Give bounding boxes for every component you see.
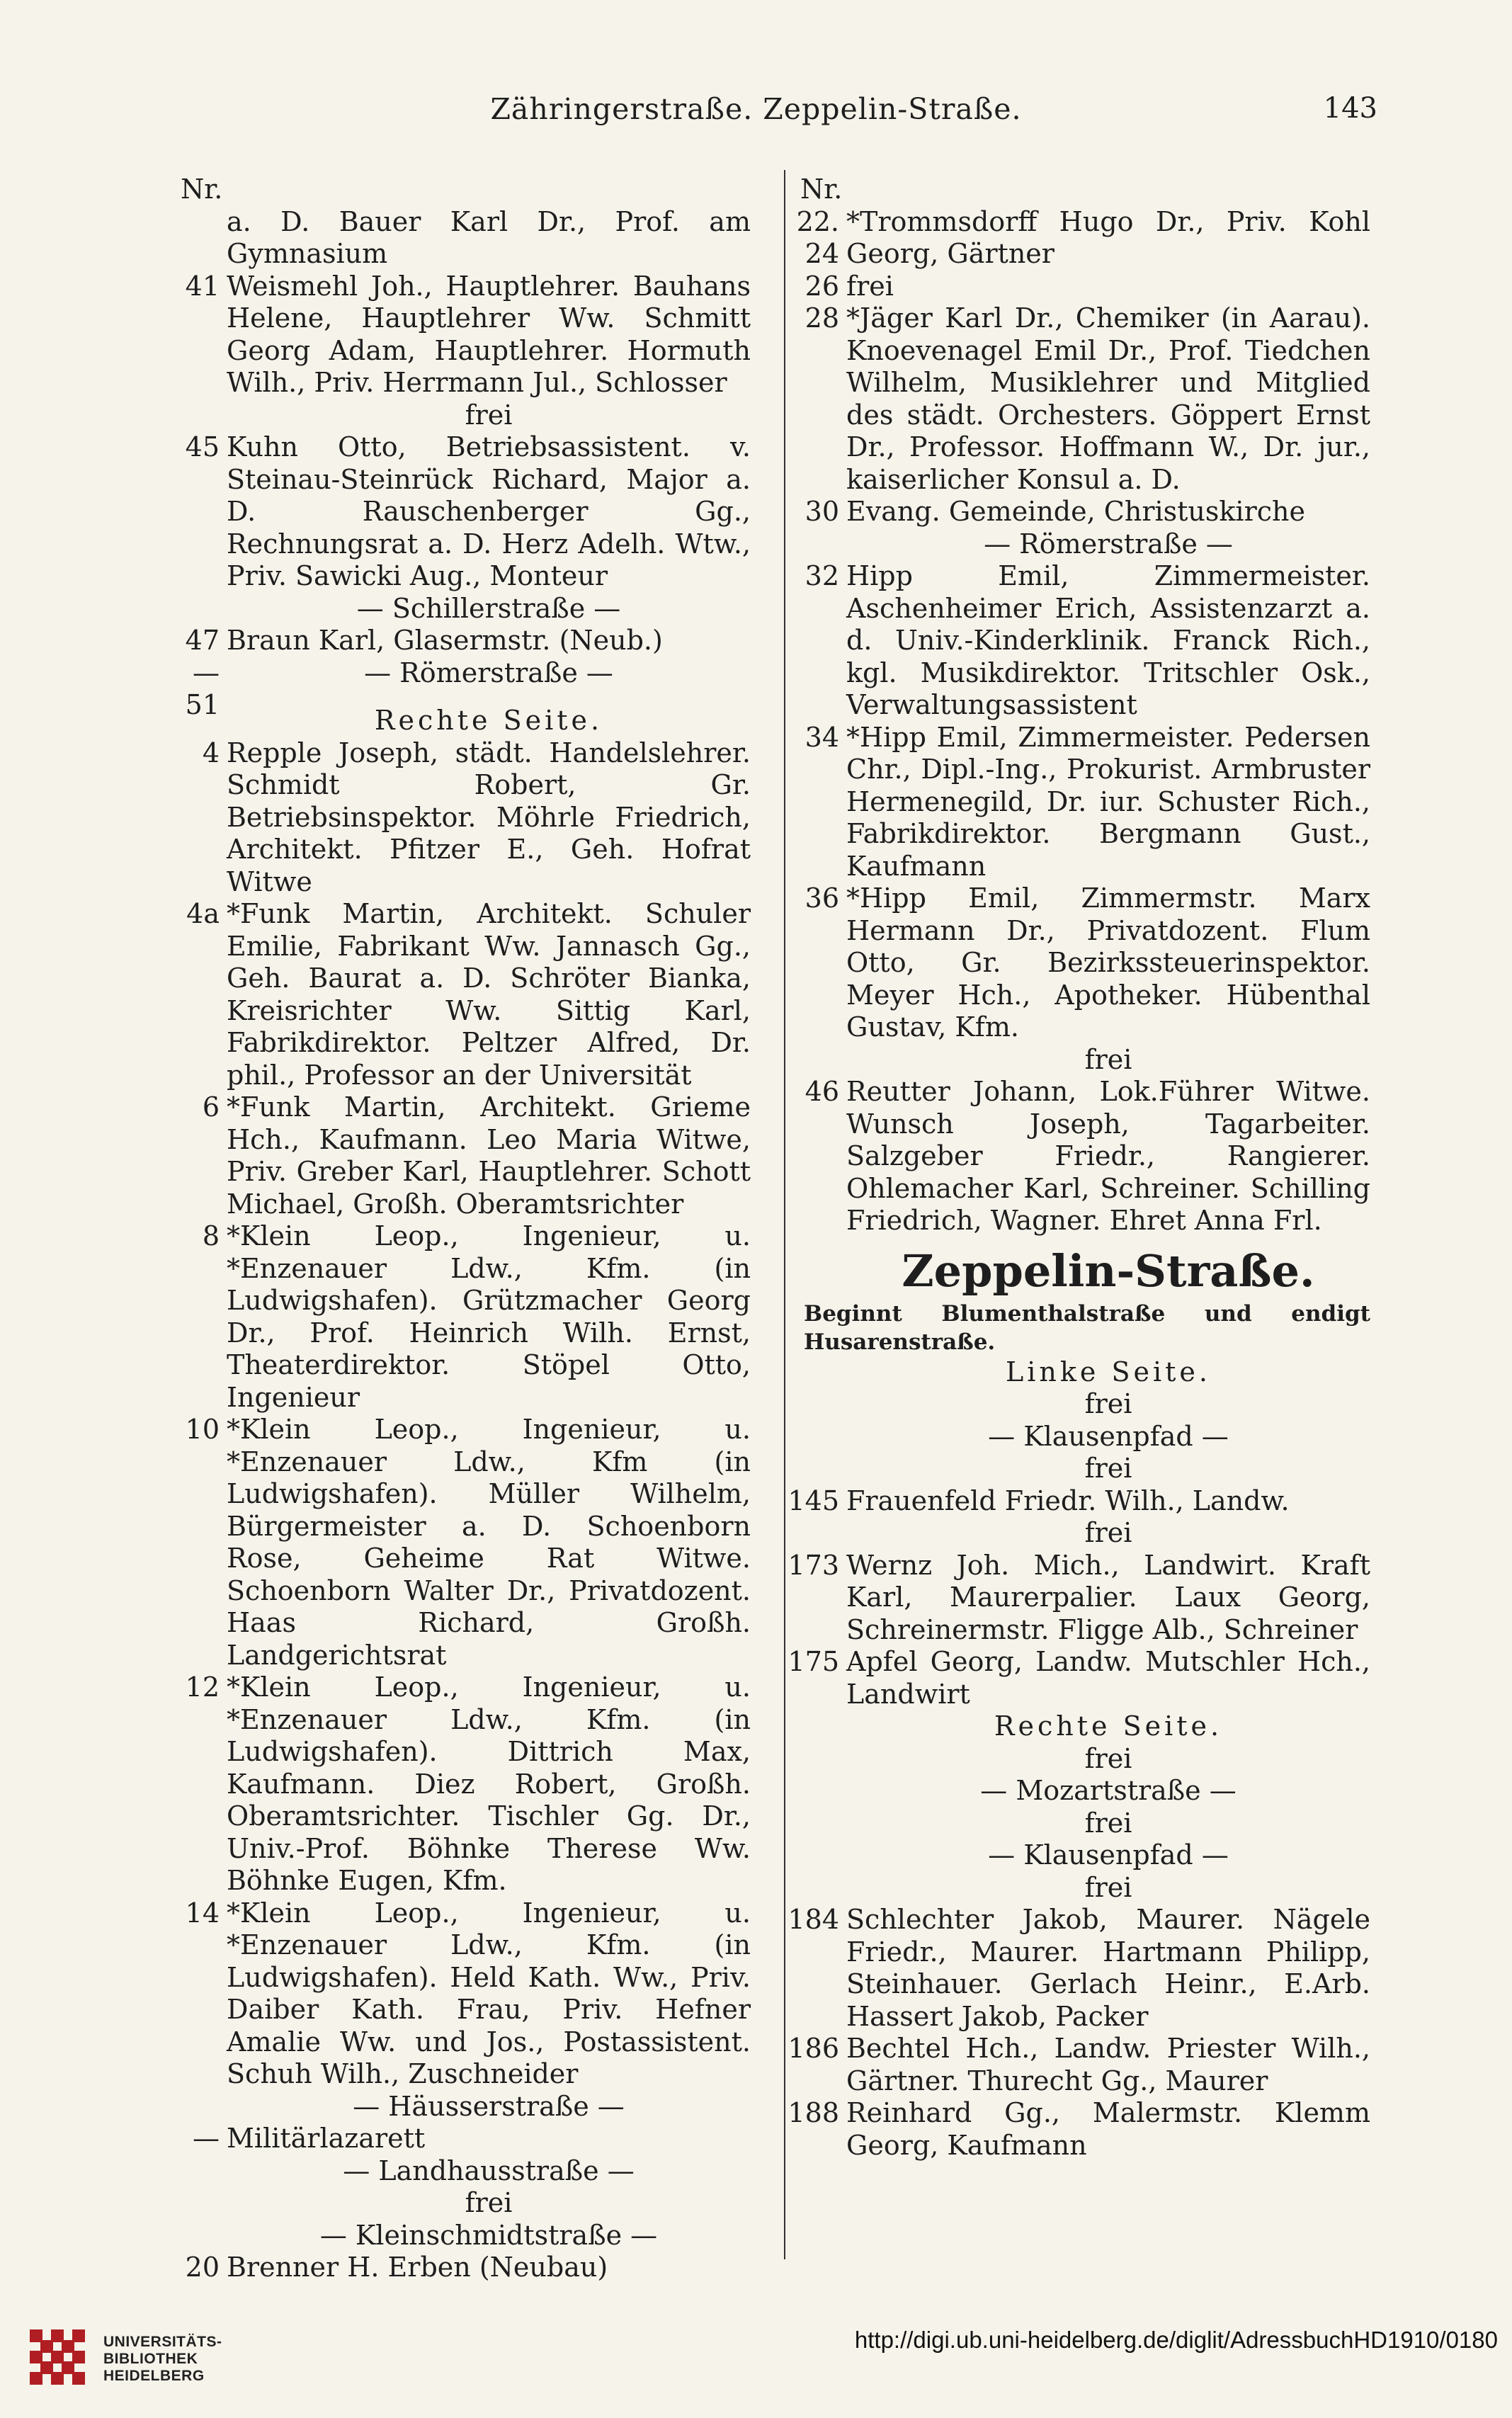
- house-number: 4: [202, 737, 220, 768]
- residents-text: *Klein Leop., Ingenieur, u. *Enzenauer Ldw., Kfm (in Ludwigshafen). Müller Wilhelm, Bürgermeister a. D. Schoenborn Rose, Geheime Rat Witwe. Schoenborn Walter Dr., Privatdozent. Haas Richard, Großh. Landgerichtsrat: [227, 1414, 751, 1671]
- address-entry: [163, 431, 751, 593]
- right-column: [783, 174, 1370, 2162]
- house-number: 184: [788, 1904, 839, 1935]
- house-number: 4a: [186, 898, 220, 929]
- cross-street-or-vacant: — Mozartstraße —: [980, 1775, 1237, 1806]
- residents-text: Hipp Emil, Zimmermeister. Aschenheimer Erich, Assistenzarzt a. d. Univ.-Kinderklinik. Franck Rich., kgl. Musikdirektor. Tritschler Osk., Verwaltungsassistent: [846, 560, 1370, 720]
- address-entry: [783, 302, 1370, 496]
- section-heading: Rechte Seite.: [374, 705, 603, 736]
- residents-text: *Klein Leop., Ingenieur, u. *Enzenauer Ldw., Kfm. (in Ludwigshafen). Grützmacher Georg Dr., Prof. Heinrich Wilh. Ernst, Theaterdirektor. Stöpel Otto, Ingenieur: [227, 1220, 751, 1413]
- residents-text: a. D. Bauer Karl Dr., Prof. am Gymnasium: [227, 205, 751, 269]
- residents-text: Militärlazarett: [227, 2123, 426, 2154]
- address-entry: [163, 1671, 751, 1897]
- address-entry: [783, 722, 1370, 883]
- house-number: 47—51: [185, 625, 220, 720]
- house-number: 173: [788, 1549, 839, 1581]
- residents-text: *Funk Martin, Architekt. Schuler Emilie, Fabrikant Ww. Jannasch Gg., Geh. Baurat a. D. Schröter Bianka, Kreisrichter Ww. Sittig Karl, Fabrikdirektor. Peltzer Alfred, Dr. phil., Professor an der Universität: [227, 898, 751, 1091]
- house-number: 45: [185, 431, 220, 462]
- library-name-line: HEIDELBERG: [103, 2368, 205, 2384]
- address-entry: [783, 1646, 1370, 1710]
- cross-street-or-vacant: frei: [465, 2187, 513, 2218]
- cross-street-or-vacant: — Landhausstraße —: [343, 2155, 635, 2186]
- address-entry: [163, 1414, 751, 1671]
- residents-text: frei: [846, 270, 894, 302]
- cross-street-or-vacant: frei: [1084, 1871, 1132, 1903]
- house-number: 188: [788, 2097, 839, 2128]
- residents-text: Reinhard Gg., Malermstr. Klemm Georg, Kaufmann: [846, 2097, 1370, 2161]
- residents-text: *Jäger Karl Dr., Chemiker (in Aarau). Knoevenagel Emil Dr., Prof. Tiedchen Wilhelm, Musiklehrer und Mitglied des städt. Orchesters. Göppert Ernst Dr., Professor. Hoffmann W., Dr. jur., kaiserlicher Konsul a. D.: [846, 302, 1370, 495]
- right-column-entries: [783, 206, 1370, 2162]
- address-entry: [163, 2123, 751, 2155]
- cross-street-or-vacant: — Klausenpfad —: [988, 1839, 1229, 1871]
- section-heading: Rechte Seite.: [994, 1710, 1223, 1742]
- address-entry: [783, 2033, 1370, 2097]
- cross-street-or-vacant: frei: [465, 399, 513, 431]
- cross-street-or-vacant: frei: [1084, 1517, 1132, 1548]
- street-description: Beginnt Blumenthalstraße und endigt Husarenstraße.: [804, 1300, 1370, 1355]
- address-entry: [163, 737, 751, 899]
- house-number: 30: [805, 496, 839, 527]
- section-heading: Linke Seite.: [1006, 1356, 1211, 1387]
- house-number: 46: [805, 1076, 839, 1107]
- source-url[interactable]: http://digi.ub.uni-heidelberg.de/diglit/AdressbuchHD1910/0180: [854, 2327, 1498, 2353]
- address-entry: [783, 1485, 1370, 1518]
- house-number: 20: [185, 2252, 220, 2283]
- address-entry: [163, 271, 751, 399]
- house-number: 6: [202, 1091, 220, 1123]
- page-title: Zähringerstraße. Zeppelin-Straße.: [490, 92, 1022, 126]
- house-number: 186: [788, 2033, 839, 2064]
- house-number: 175: [788, 1646, 839, 1677]
- cross-street-or-vacant: frei: [1084, 1043, 1132, 1075]
- street-title: Zeppelin-Straße.: [902, 1244, 1315, 1297]
- residents-text: *Funk Martin, Architekt. Grieme Hch., Kaufmann. Leo Maria Witwe, Priv. Greber Karl, Hauptlehrer. Schott Michael, Großh. Oberamtsrichter: [227, 1091, 751, 1220]
- residents-text: *Trommsdorff Hugo Dr., Priv. Kohl Georg, Gärtner: [846, 205, 1370, 269]
- residents-text: Apfel Georg, Landw. Mutschler Hch., Landwirt: [846, 1646, 1370, 1710]
- residents-text: *Klein Leop., Ingenieur, u. *Enzenauer Ldw., Kfm. (in Ludwigshafen). Held Kath. Ww., Priv. Daiber Kath. Frau, Priv. Hefner Amalie Ww. und Jos., Postassistent. Schuh Wilh., Zuschneider: [227, 1897, 751, 2089]
- address-entry: [783, 206, 1370, 271]
- left-column: [163, 174, 751, 2284]
- page-header: [0, 92, 1512, 135]
- address-entry: [163, 898, 751, 1091]
- page-number: 143: [1323, 92, 1377, 125]
- residents-text: *Klein Leop., Ingenieur, u. *Enzenauer Ldw., Kfm. (in Ludwigshafen). Dittrich Max, Kaufmann. Diez Robert, Großh. Oberamtsrichter. Tischler Gg. Dr., Univ.-Prof. Böhnke Therese Ww. Böhnke Eugen, Kfm.: [227, 1671, 751, 1896]
- library-name: [103, 2334, 222, 2385]
- residents-text: *Hipp Emil, Zimmermstr. Marx Hermann Dr., Privatdozent. Flum Otto, Gr. Bezirkssteuerinspektor. Meyer Hch., Apotheker. Hübenthal Gustav, Kfm.: [846, 882, 1370, 1043]
- residents-text: Reutter Johann, Lok.Führer Witwe. Wunsch Joseph, Tagarbeiter. Salzgeber Friedr., Rangierer. Ohlemacher Karl, Schreiner. Schilling Friedrich, Wagner. Ehret Anna Frl.: [846, 1076, 1370, 1236]
- address-entry: [783, 2097, 1370, 2162]
- house-number: 34: [805, 721, 839, 753]
- cross-street-or-vacant: frei: [1084, 1388, 1132, 1419]
- residents-text: *Hipp Emil, Zimmermeister. Pedersen Chr., Dipl.-Ing., Prokurist. Armbruster Hermenegild, Dr. iur. Schuster Rich., Fabrikdirektor. Bergmann Gust., Kaufmann: [846, 721, 1370, 882]
- cross-street-or-vacant: frei: [1084, 1807, 1132, 1839]
- house-number: 28: [805, 302, 839, 334]
- address-entry: [783, 496, 1370, 528]
- address-entry: [783, 560, 1370, 722]
- house-number: 12: [185, 1671, 220, 1703]
- cross-street-or-vacant: frei: [1084, 1742, 1132, 1774]
- address-entry: [783, 1904, 1370, 2033]
- house-number: 22. 24: [796, 205, 839, 269]
- cross-street-or-vacant: — Häusserstraße —: [353, 2090, 625, 2122]
- residents-text: Braun Karl, Glasermstr. (Neub.): [227, 625, 663, 656]
- residents-text: Wernz Joh. Mich., Landwirt. Kraft Karl, Maurerpalier. Laux Georg, Schreinermstr. Fligge Alb., Schreiner: [846, 1549, 1370, 1645]
- house-number: 32: [805, 560, 839, 591]
- address-entry: [163, 1220, 751, 1414]
- residents-text: Weismehl Joh., Hauptlehrer. Bauhans Helene, Hauptlehrer Ww. Schmitt Georg Adam, Hauptlehrer. Hormuth Wilh., Priv. Herrmann Jul., Schlosser: [227, 270, 751, 398]
- address-entry: [783, 1076, 1370, 1237]
- residents-text: Schlechter Jakob, Maurer. Nägele Friedr., Maurer. Hartmann Philipp, Steinhauer. Gerlach Heinr., E.Arb. Hassert Jakob, Packer: [846, 1904, 1370, 2032]
- address-entry: [783, 882, 1370, 1044]
- house-number: 14: [185, 1897, 220, 1929]
- spacer: [163, 689, 751, 705]
- address-entry: [163, 1091, 751, 1220]
- cross-street-or-vacant: — Klausenpfad —: [988, 1420, 1229, 1452]
- cross-street-or-vacant: — Kleinschmidtstraße —: [319, 2219, 658, 2251]
- house-number: —: [193, 2123, 220, 2154]
- address-entry: [163, 1897, 751, 2091]
- address-entry: [163, 206, 751, 271]
- address-entry: [783, 1550, 1370, 1647]
- library-logo: [24, 2320, 222, 2405]
- library-name-line: UNIVERSITÄTS-: [103, 2334, 222, 2350]
- library-seal-icon: [24, 2324, 92, 2392]
- residents-text: Frauenfeld Friedr. Wilh., Landw.: [846, 1485, 1290, 1516]
- cross-street-or-vacant: — Schillerstraße —: [356, 592, 621, 624]
- house-number: 145: [788, 1485, 839, 1516]
- house-number: 36: [805, 882, 839, 914]
- residents-text: Brenner H. Erben (Neubau): [227, 2252, 608, 2283]
- cross-street-or-vacant: — Römerstraße —: [984, 528, 1233, 560]
- left-column-entries: [163, 206, 751, 2284]
- house-number: 8: [202, 1220, 220, 1251]
- address-entry: [783, 271, 1370, 303]
- house-number: 10: [185, 1414, 220, 1445]
- left-column-heading: Nr.: [181, 174, 223, 205]
- residents-text: Bechtel Hch., Landw. Priester Wilh., Gärtner. Thurecht Gg., Maurer: [846, 2033, 1370, 2096]
- cross-street-or-vacant: — Römerstraße —: [364, 657, 613, 688]
- residents-text: Repple Joseph, städt. Handelslehrer. Schmidt Robert, Gr. Betriebsinspektor. Möhrle Friedrich, Architekt. Pfitzer E., Geh. Hofrat Witwe: [227, 737, 751, 897]
- house-number: 26: [805, 270, 839, 302]
- house-number: 41: [185, 270, 220, 302]
- address-entry: [163, 2252, 751, 2284]
- right-column-heading: Nr.: [800, 174, 843, 205]
- residents-text: Evang. Gemeinde, Christuskirche: [846, 496, 1305, 527]
- cross-street-or-vacant: frei: [1084, 1453, 1132, 1484]
- library-name-line: BIBLIOTHEK: [103, 2351, 198, 2367]
- residents-text: Kuhn Otto, Betriebsassistent. v. Steinau-Steinrück Richard, Major a. D. Rauschenberger Gg., Rechnungsrat a. D. Herz Adelh. Wtw., Priv. Sawicki Aug., Monteur: [227, 431, 751, 591]
